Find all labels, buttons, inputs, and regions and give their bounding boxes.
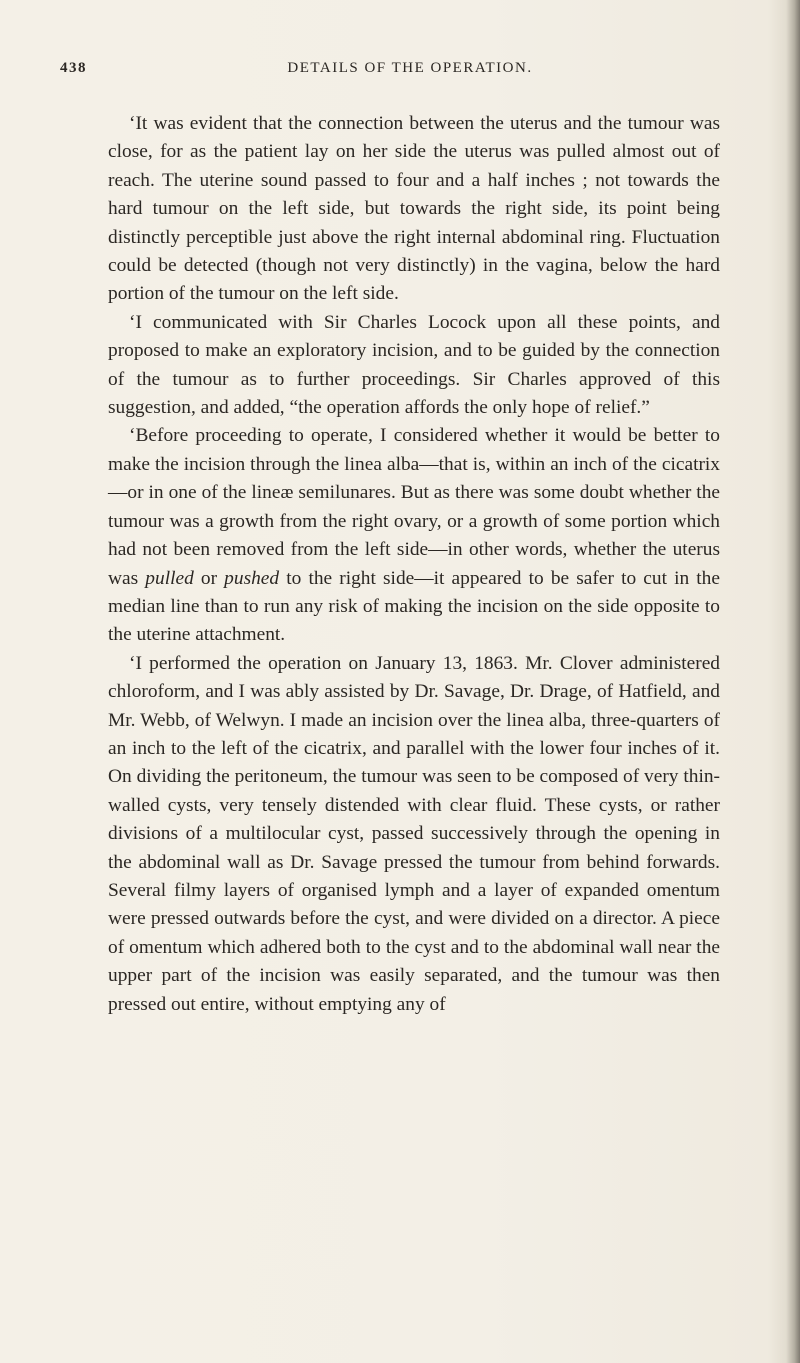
paragraph xyxy=(108,110,720,309)
body-text xyxy=(108,110,720,1019)
paragraph xyxy=(108,422,720,649)
paragraph xyxy=(108,309,720,423)
text-run: to the right side—it appeared to be safer to cut in the median line than to run any risk of making the incision on the side opposite to the uterine attachment. xyxy=(108,567,720,646)
text-run: ‘It was evident that the connection between the uterus and the tumour was close, for as the patient lay on her side the uterus was pulled almost out of reach. The uterine sound passed to four and a half inches ; not towards the hard tumour on the left side, but towards the right side, its point being distinctly perceptible just above the right internal abdominal ring. Fluctuation could be detected (though not very distinctly) in the vagina, below the hard portion of the tumour on the left side. xyxy=(108,113,720,305)
text-run: ‘I communicated with Sir Charles Locock upon all these points, and proposed to make an exploratory incision, and to be guided by the connection of the tumour as to further proceedings. Sir Charles approved of this suggestion, and added, “the operation affords the only hope of relief.” xyxy=(108,311,720,419)
page-edge-shadow xyxy=(786,0,800,1363)
text-run: ‘I performed the operation on January 13, 1863. Mr. Clover administered chloroform, and I was ably assisted by Dr. Savage, Dr. Drage, of Hatfield, and Mr. Webb, of Welwyn. I made an incision over the linea alba, three-quarters of an inch to the left of the cicatrix, and parallel with the lower four inches of it. On dividing the peritoneum, the tumour was seen to be composed of very thin-walled cysts, very tensely distended with clear fluid. These cysts, or rather divisions of a multilocular cyst, passed successively through the opening in the abdominal wall as Dr. Savage pressed the tumour from behind forwards. Several filmy layers of organised lymph and a layer of expanded omentum were pressed outwards before the cyst, and were divided on a director. A piece of omentum which adhered both to the cyst and to the abdominal wall near the upper part of the incision was easily separated, and the tumour was then pressed out entire, without emptying any of xyxy=(108,652,720,1015)
text-run: ‘Before proceeding to operate, I considered whether it would be better to make the incision through the linea alba—that is, within an inch of the cicatrix—or in one of the lineæ semilunares. But as there was some doubt whether the tumour was a growth from the right ovary, or a growth of some portion which had not been removed from the left side—in other words, whether the uterus was xyxy=(108,425,720,589)
running-head xyxy=(60,60,720,84)
italic-text: pushed xyxy=(224,567,280,589)
running-title: DETAILS OF THE OPERATION. xyxy=(287,60,533,76)
page-number: 438 xyxy=(60,60,87,76)
text-run: or xyxy=(193,567,225,589)
paragraph xyxy=(108,650,720,1019)
italic-text: pulled xyxy=(145,567,194,589)
